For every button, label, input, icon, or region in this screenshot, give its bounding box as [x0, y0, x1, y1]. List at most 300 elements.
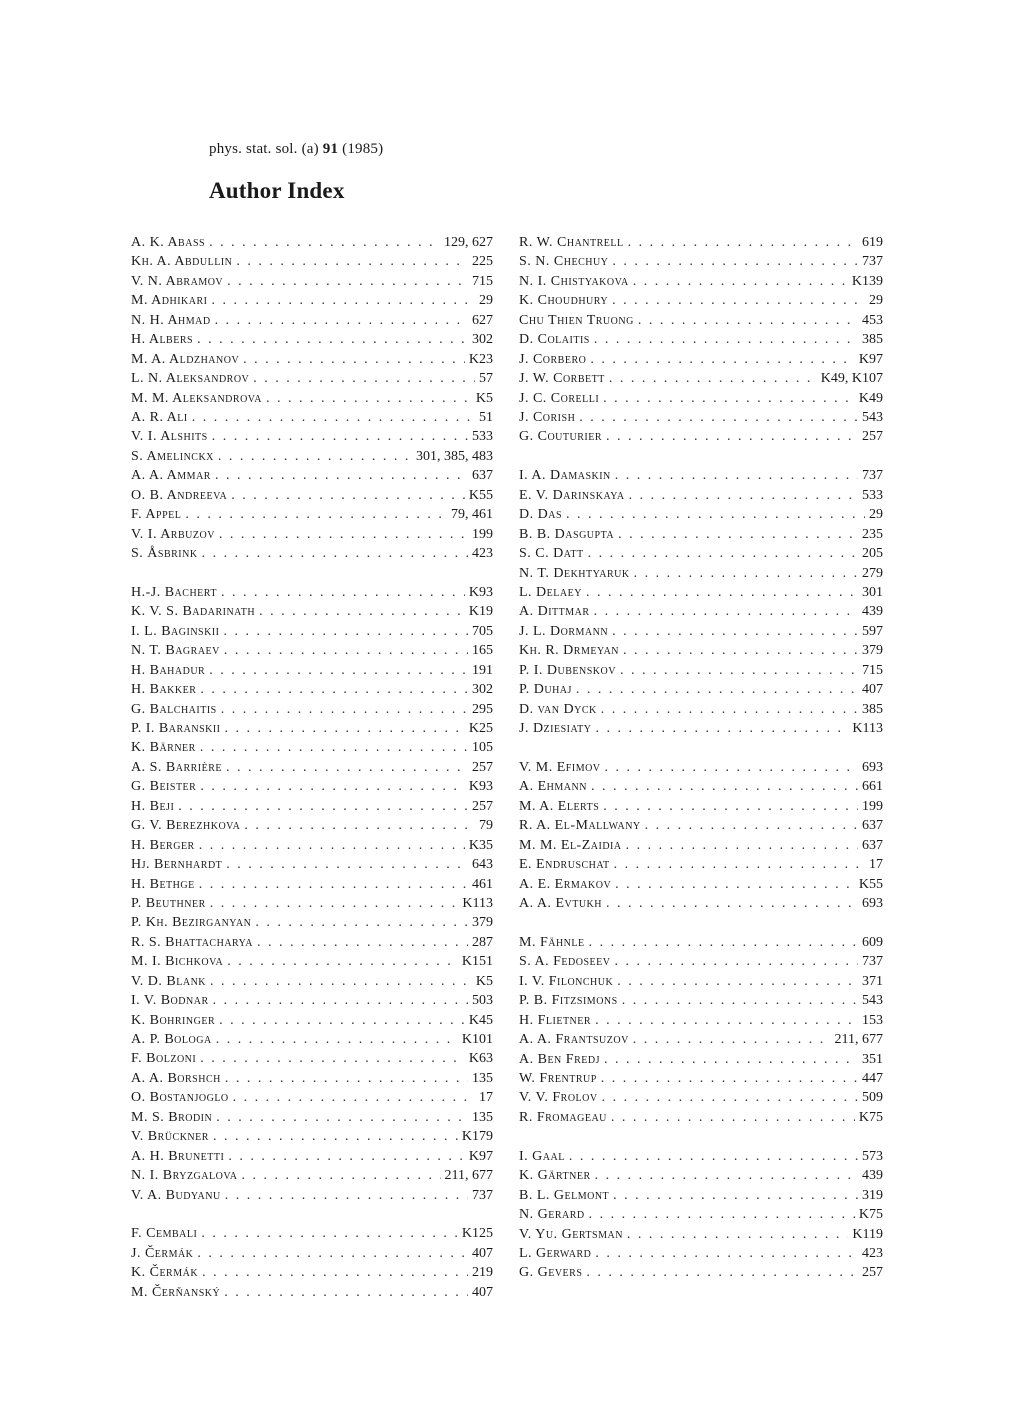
dot-leader — [633, 1030, 831, 1049]
index-entry — [131, 719, 493, 738]
author-name: K. Choudhury — [519, 293, 609, 309]
author-name: P. B. Fitzsimons — [519, 993, 618, 1009]
page-numbers: K97 — [858, 351, 883, 367]
dot-leader — [185, 505, 447, 524]
index-entry — [131, 991, 493, 1010]
index-entry — [131, 408, 493, 427]
index-entry — [131, 447, 493, 466]
page-numbers: 17 — [869, 857, 883, 873]
dot-leader — [595, 719, 848, 738]
page-numbers: K119 — [852, 1226, 883, 1242]
dot-leader — [215, 311, 468, 330]
dot-leader — [243, 350, 465, 369]
page-numbers: 153 — [862, 1012, 883, 1028]
dot-leader — [197, 330, 468, 349]
page-numbers: K97 — [468, 1148, 493, 1164]
dot-leader — [259, 602, 465, 621]
page-numbers: 737 — [472, 1187, 493, 1203]
index-entry — [519, 1108, 883, 1127]
index-entry — [131, 1147, 493, 1166]
page-numbers: 737 — [862, 254, 883, 270]
index-entry — [519, 661, 883, 680]
page-numbers: K101 — [461, 1032, 493, 1047]
index-entry — [131, 583, 493, 602]
page-numbers: K93 — [468, 584, 493, 600]
index-entry — [131, 602, 493, 621]
dot-leader — [226, 758, 468, 777]
author-name: N. T. Bagraev — [131, 643, 220, 659]
index-entry — [131, 1263, 493, 1282]
author-name: D. Das — [519, 507, 563, 523]
author-name: V. V. Frolov — [519, 1090, 598, 1106]
dot-leader — [589, 1205, 855, 1224]
author-name: G. Couturier — [519, 429, 602, 445]
author-name: A. Dittmar — [519, 604, 590, 620]
author-name: K. Bohringer — [131, 1012, 216, 1028]
author-name: S. Åsbrink — [131, 546, 198, 561]
page-numbers: 737 — [862, 468, 883, 484]
author-name: R. W. Chantrell — [519, 235, 624, 250]
dot-leader — [200, 1049, 465, 1068]
dot-leader — [634, 564, 858, 583]
author-name: B. B. Dasgupta — [519, 526, 615, 542]
author-name: A. R. Ali — [131, 409, 188, 425]
index-entry — [519, 719, 883, 738]
page-numbers: K75 — [858, 1207, 883, 1223]
author-name: Kh. A. Abdullin — [131, 254, 233, 270]
page-numbers: 627 — [472, 312, 493, 328]
index-entry — [131, 505, 493, 524]
dot-leader — [224, 1283, 468, 1302]
page-numbers: 257 — [862, 429, 883, 445]
index-entry — [131, 1244, 493, 1263]
dot-leader — [638, 311, 858, 330]
author-name: F. Appel — [131, 507, 182, 523]
page-numbers: 407 — [862, 682, 883, 698]
index-entry — [131, 952, 493, 971]
page-numbers: 57 — [479, 371, 493, 387]
author-name: O. Bostanjoglo — [131, 1090, 229, 1106]
dot-leader — [227, 952, 458, 971]
index-column-left — [131, 233, 493, 1302]
dot-leader — [255, 913, 468, 932]
author-name: S. Amelinckx — [131, 448, 214, 464]
dot-leader — [626, 836, 858, 855]
index-entry — [131, 1011, 493, 1030]
dot-leader — [595, 1011, 858, 1030]
author-name: A. E. Ermakov — [519, 876, 612, 892]
index-entry — [131, 350, 493, 369]
dot-leader — [604, 1050, 858, 1069]
dot-leader — [227, 272, 468, 291]
index-entry — [131, 855, 493, 874]
dot-leader — [612, 622, 858, 641]
page-numbers: K113 — [852, 721, 883, 736]
index-letter-group — [519, 1147, 883, 1283]
index-entry — [519, 1147, 883, 1166]
page-numbers: 371 — [862, 973, 883, 989]
page-numbers: 105 — [472, 740, 493, 756]
page-numbers: 543 — [862, 409, 883, 425]
dot-leader — [197, 1244, 468, 1263]
page-numbers: 533 — [472, 429, 493, 445]
author-name: O. B. Andreeva — [131, 487, 228, 503]
author-name: A. Ben Fredj — [519, 1051, 600, 1067]
page-numbers: 407 — [472, 1284, 493, 1300]
author-name: L. Gerward — [519, 1246, 592, 1261]
author-name: I. L. Baginskii — [131, 623, 220, 639]
index-entry — [519, 350, 883, 369]
dot-leader — [253, 369, 475, 388]
page-numbers: 135 — [472, 1070, 493, 1086]
author-name: V. N. Abramov — [131, 273, 224, 289]
page-numbers: 693 — [862, 759, 883, 775]
page-numbers: 637 — [472, 468, 493, 484]
author-name: N. H. Ahmad — [131, 312, 211, 328]
author-name: F. Bolzoni — [131, 1051, 197, 1067]
dot-leader — [618, 525, 858, 544]
page-numbers: 737 — [862, 954, 883, 970]
author-name: Kh. R. Drmeyan — [519, 643, 620, 659]
author-name: V. M. Efimov — [519, 759, 601, 775]
index-entry — [131, 875, 493, 894]
index-entry — [131, 252, 493, 271]
dot-leader — [219, 1011, 465, 1030]
index-entry — [131, 933, 493, 952]
page-numbers: 257 — [472, 798, 493, 814]
dot-leader — [233, 1088, 475, 1107]
author-name: S. A. Fedoseev — [519, 954, 611, 970]
dot-leader — [242, 1166, 441, 1185]
page-numbers: K151 — [461, 954, 493, 970]
index-entry — [519, 602, 883, 621]
page-numbers: 219 — [472, 1265, 493, 1281]
dot-leader — [244, 816, 475, 835]
index-letter-group — [131, 1224, 493, 1302]
index-entry — [131, 1088, 493, 1107]
index-entry — [519, 1244, 883, 1263]
page-numbers: K23 — [468, 351, 493, 367]
dot-leader — [595, 1166, 858, 1185]
author-name: A. Ehmann — [519, 779, 587, 795]
journal-year: (1985) — [342, 141, 384, 157]
dot-leader — [586, 1263, 858, 1282]
page-numbers: 351 — [862, 1051, 883, 1067]
page-numbers: K63 — [468, 1051, 493, 1067]
author-name: H. Albers — [131, 332, 194, 348]
page-numbers: K45 — [468, 1012, 493, 1028]
author-name: S. C. Datt — [519, 546, 584, 562]
dot-leader — [586, 583, 858, 602]
index-entry — [131, 758, 493, 777]
dot-leader — [200, 738, 468, 757]
index-entry — [131, 272, 493, 291]
author-name: E. Endruschat — [519, 857, 610, 873]
dot-leader — [617, 972, 858, 991]
author-name: E. V. Darinskaya — [519, 487, 625, 503]
page-numbers: 461 — [472, 876, 493, 892]
dot-leader — [224, 641, 468, 660]
index-entry — [519, 330, 883, 349]
index-entry — [131, 525, 493, 544]
author-name: R. S. Bhattacharya — [131, 934, 254, 950]
author-name: V. Yu. Gertsman — [519, 1226, 623, 1242]
dot-leader — [218, 447, 412, 466]
page-numbers: 503 — [472, 993, 493, 1009]
index-entry — [519, 875, 883, 894]
index-entry — [131, 1049, 493, 1068]
dot-leader — [236, 252, 468, 271]
index-letter-group — [519, 933, 883, 1127]
author-name: A. K. Abass — [131, 235, 206, 250]
author-name: N. T. Dekhtyaruk — [519, 565, 630, 581]
page-numbers: K179 — [461, 1129, 493, 1145]
index-entry — [519, 1011, 883, 1030]
author-name: V. D. Blank — [131, 973, 207, 989]
page-numbers: 407 — [472, 1245, 493, 1261]
index-entry — [519, 1088, 883, 1107]
author-name: M. Adhikari — [131, 293, 208, 309]
author-name: J. L. Dormann — [519, 623, 609, 639]
dot-leader — [588, 544, 858, 563]
page-numbers: 447 — [862, 1071, 883, 1086]
dot-leader — [226, 855, 468, 874]
index-entry — [131, 389, 493, 408]
author-name: H. Bakker — [131, 682, 197, 698]
dot-leader — [213, 991, 468, 1010]
page-numbers: 609 — [862, 934, 883, 950]
dot-leader — [566, 505, 865, 524]
dot-leader — [627, 1225, 848, 1244]
author-name: J. W. Corbett — [519, 371, 605, 387]
author-name: A. P. Bologa — [131, 1032, 212, 1047]
author-name: I. A. Damaskin — [519, 468, 611, 484]
dot-leader — [200, 777, 465, 796]
index-entry — [519, 1186, 883, 1205]
index-entry — [131, 1127, 493, 1146]
page-numbers: 257 — [472, 759, 493, 775]
index-column-right — [519, 233, 883, 1283]
dot-leader — [221, 700, 468, 719]
author-name: A. A. Ammar — [131, 468, 211, 484]
author-name: H. Beji — [131, 798, 175, 814]
index-letter-group — [519, 466, 883, 738]
journal-citation — [209, 141, 383, 158]
page-numbers: K49, K107 — [820, 371, 883, 387]
author-name: M. M. Aleksandrova — [131, 390, 262, 406]
index-letter-group — [131, 233, 493, 563]
index-entry — [131, 1069, 493, 1088]
author-name: R. Fromageau — [519, 1109, 607, 1125]
page-numbers: K25 — [468, 721, 493, 736]
index-entry — [131, 311, 493, 330]
dot-leader — [629, 486, 858, 505]
page-numbers: 715 — [472, 273, 493, 289]
page-numbers: 279 — [862, 565, 883, 581]
index-entry — [131, 622, 493, 641]
dot-leader — [594, 330, 858, 349]
author-name: K. Gärtner — [519, 1168, 591, 1184]
index-letter-group — [131, 583, 493, 1205]
index-entry — [131, 369, 493, 388]
index-entry — [519, 933, 883, 952]
index-entry — [519, 233, 883, 252]
index-entry — [519, 291, 883, 310]
dot-leader — [576, 680, 858, 699]
index-entry — [519, 816, 883, 835]
author-name: P. I. Baranskii — [131, 721, 221, 736]
dot-leader — [215, 466, 468, 485]
index-entry — [519, 1050, 883, 1069]
page-numbers: 573 — [862, 1148, 883, 1164]
index-entry — [519, 311, 883, 330]
index-entry — [131, 233, 493, 252]
page-numbers: 17 — [479, 1090, 493, 1106]
index-entry — [519, 369, 883, 388]
page-numbers: 51 — [479, 409, 493, 425]
dot-leader — [613, 1186, 858, 1205]
dot-leader — [224, 622, 469, 641]
author-name: N. I. Bryzgalova — [131, 1168, 238, 1184]
dot-leader — [594, 602, 858, 621]
author-name: Chu Thien Truong — [519, 312, 634, 328]
dot-leader — [620, 661, 858, 680]
index-entry — [131, 544, 493, 563]
index-entry — [131, 661, 493, 680]
author-name: K. Bärner — [131, 740, 196, 756]
author-name: G. Beister — [131, 779, 197, 795]
author-name: J. Čermák — [131, 1245, 194, 1261]
index-entry — [519, 894, 883, 913]
dot-leader — [202, 544, 468, 563]
index-entry — [519, 1166, 883, 1185]
dot-leader — [606, 427, 858, 446]
index-entry — [131, 836, 493, 855]
page-numbers: 191 — [472, 662, 493, 678]
index-letter-group — [519, 758, 883, 914]
dot-leader — [612, 252, 858, 271]
dot-leader — [199, 875, 468, 894]
author-name: H. Flietner — [519, 1012, 592, 1028]
dot-leader — [645, 816, 858, 835]
dot-leader — [201, 1224, 458, 1243]
index-entry — [519, 544, 883, 563]
index-entry — [131, 330, 493, 349]
index-entry — [519, 952, 883, 971]
index-entry — [131, 913, 493, 932]
author-name: L. N. Aleksandrov — [131, 371, 250, 387]
dot-leader — [628, 233, 858, 252]
page-numbers: 705 — [472, 623, 493, 639]
page-numbers: 205 — [862, 546, 883, 562]
dot-leader — [225, 1069, 468, 1088]
dot-leader — [606, 894, 858, 913]
index-entry — [519, 797, 883, 816]
page-numbers: 295 — [472, 701, 493, 717]
index-entry — [131, 291, 493, 310]
dot-leader — [192, 408, 475, 427]
dot-leader — [266, 389, 472, 408]
index-entry — [131, 1224, 493, 1243]
index-entry — [519, 505, 883, 524]
dot-leader — [225, 1186, 468, 1205]
dot-leader — [603, 797, 858, 816]
index-entry — [131, 466, 493, 485]
index-entry — [519, 486, 883, 505]
page-numbers: 637 — [862, 818, 883, 834]
page-numbers: 29 — [869, 507, 883, 523]
author-name: W. Frentrup — [519, 1071, 597, 1086]
page-numbers: 199 — [472, 526, 493, 542]
page-numbers: K55 — [858, 876, 883, 892]
dot-leader — [614, 855, 865, 874]
index-entry — [131, 1166, 493, 1185]
dot-leader — [200, 680, 468, 699]
author-name: H. Berger — [131, 837, 195, 853]
dot-leader — [212, 427, 468, 446]
page-numbers: 619 — [862, 235, 883, 250]
author-name: H. Bethge — [131, 876, 195, 892]
author-name: H.-J. Bachert — [131, 584, 217, 600]
dot-leader — [602, 1088, 858, 1107]
index-entry — [519, 389, 883, 408]
author-name: B. L. Gelmont — [519, 1187, 610, 1203]
dot-leader — [216, 1030, 458, 1049]
page-numbers: 637 — [862, 837, 883, 853]
page-numbers: 235 — [862, 526, 883, 542]
index-letter-group — [519, 233, 883, 447]
page-numbers: 257 — [862, 1265, 883, 1281]
author-name: M. M. El-Zaidia — [519, 837, 622, 853]
journal-name: phys. stat. sol. (a) — [209, 141, 319, 157]
page-numbers: K113 — [462, 895, 493, 911]
author-name: M. I. Bichkova — [131, 954, 224, 970]
index-entry — [519, 777, 883, 796]
author-name: H. Bahadur — [131, 662, 206, 678]
page-numbers: K75 — [858, 1109, 883, 1125]
index-entry — [131, 1030, 493, 1049]
author-name: I. V. Bodnar — [131, 993, 209, 1009]
dot-leader — [623, 641, 858, 660]
author-name: Hj. Bernhardt — [131, 857, 223, 873]
page-numbers: K125 — [461, 1226, 493, 1242]
page-numbers: 319 — [862, 1187, 883, 1203]
dot-leader — [605, 758, 858, 777]
index-entry — [519, 700, 883, 719]
index-entry — [131, 816, 493, 835]
page-numbers: 79 — [479, 818, 493, 834]
page-numbers: K19 — [468, 604, 493, 620]
page-numbers: K5 — [475, 973, 493, 989]
author-name: I. V. Filonchuk — [519, 973, 614, 989]
author-name: G. Balchaitis — [131, 701, 217, 717]
dot-leader — [590, 350, 855, 369]
page-numbers: 597 — [862, 623, 883, 639]
author-name: A. H. Brunetti — [131, 1148, 225, 1164]
author-name: A. A. Borshch — [131, 1070, 221, 1086]
author-name: M. Fähnle — [519, 934, 585, 950]
index-entry — [131, 777, 493, 796]
page-numbers: 379 — [862, 643, 883, 659]
dot-leader — [603, 389, 855, 408]
dot-leader — [591, 777, 858, 796]
author-name: J. C. Corelli — [519, 390, 600, 406]
index-entry — [519, 836, 883, 855]
page-numbers: K93 — [468, 779, 493, 795]
author-name: M. A. Elerts — [519, 798, 600, 814]
author-name: V. Brückner — [131, 1129, 209, 1145]
index-entry — [131, 641, 493, 660]
